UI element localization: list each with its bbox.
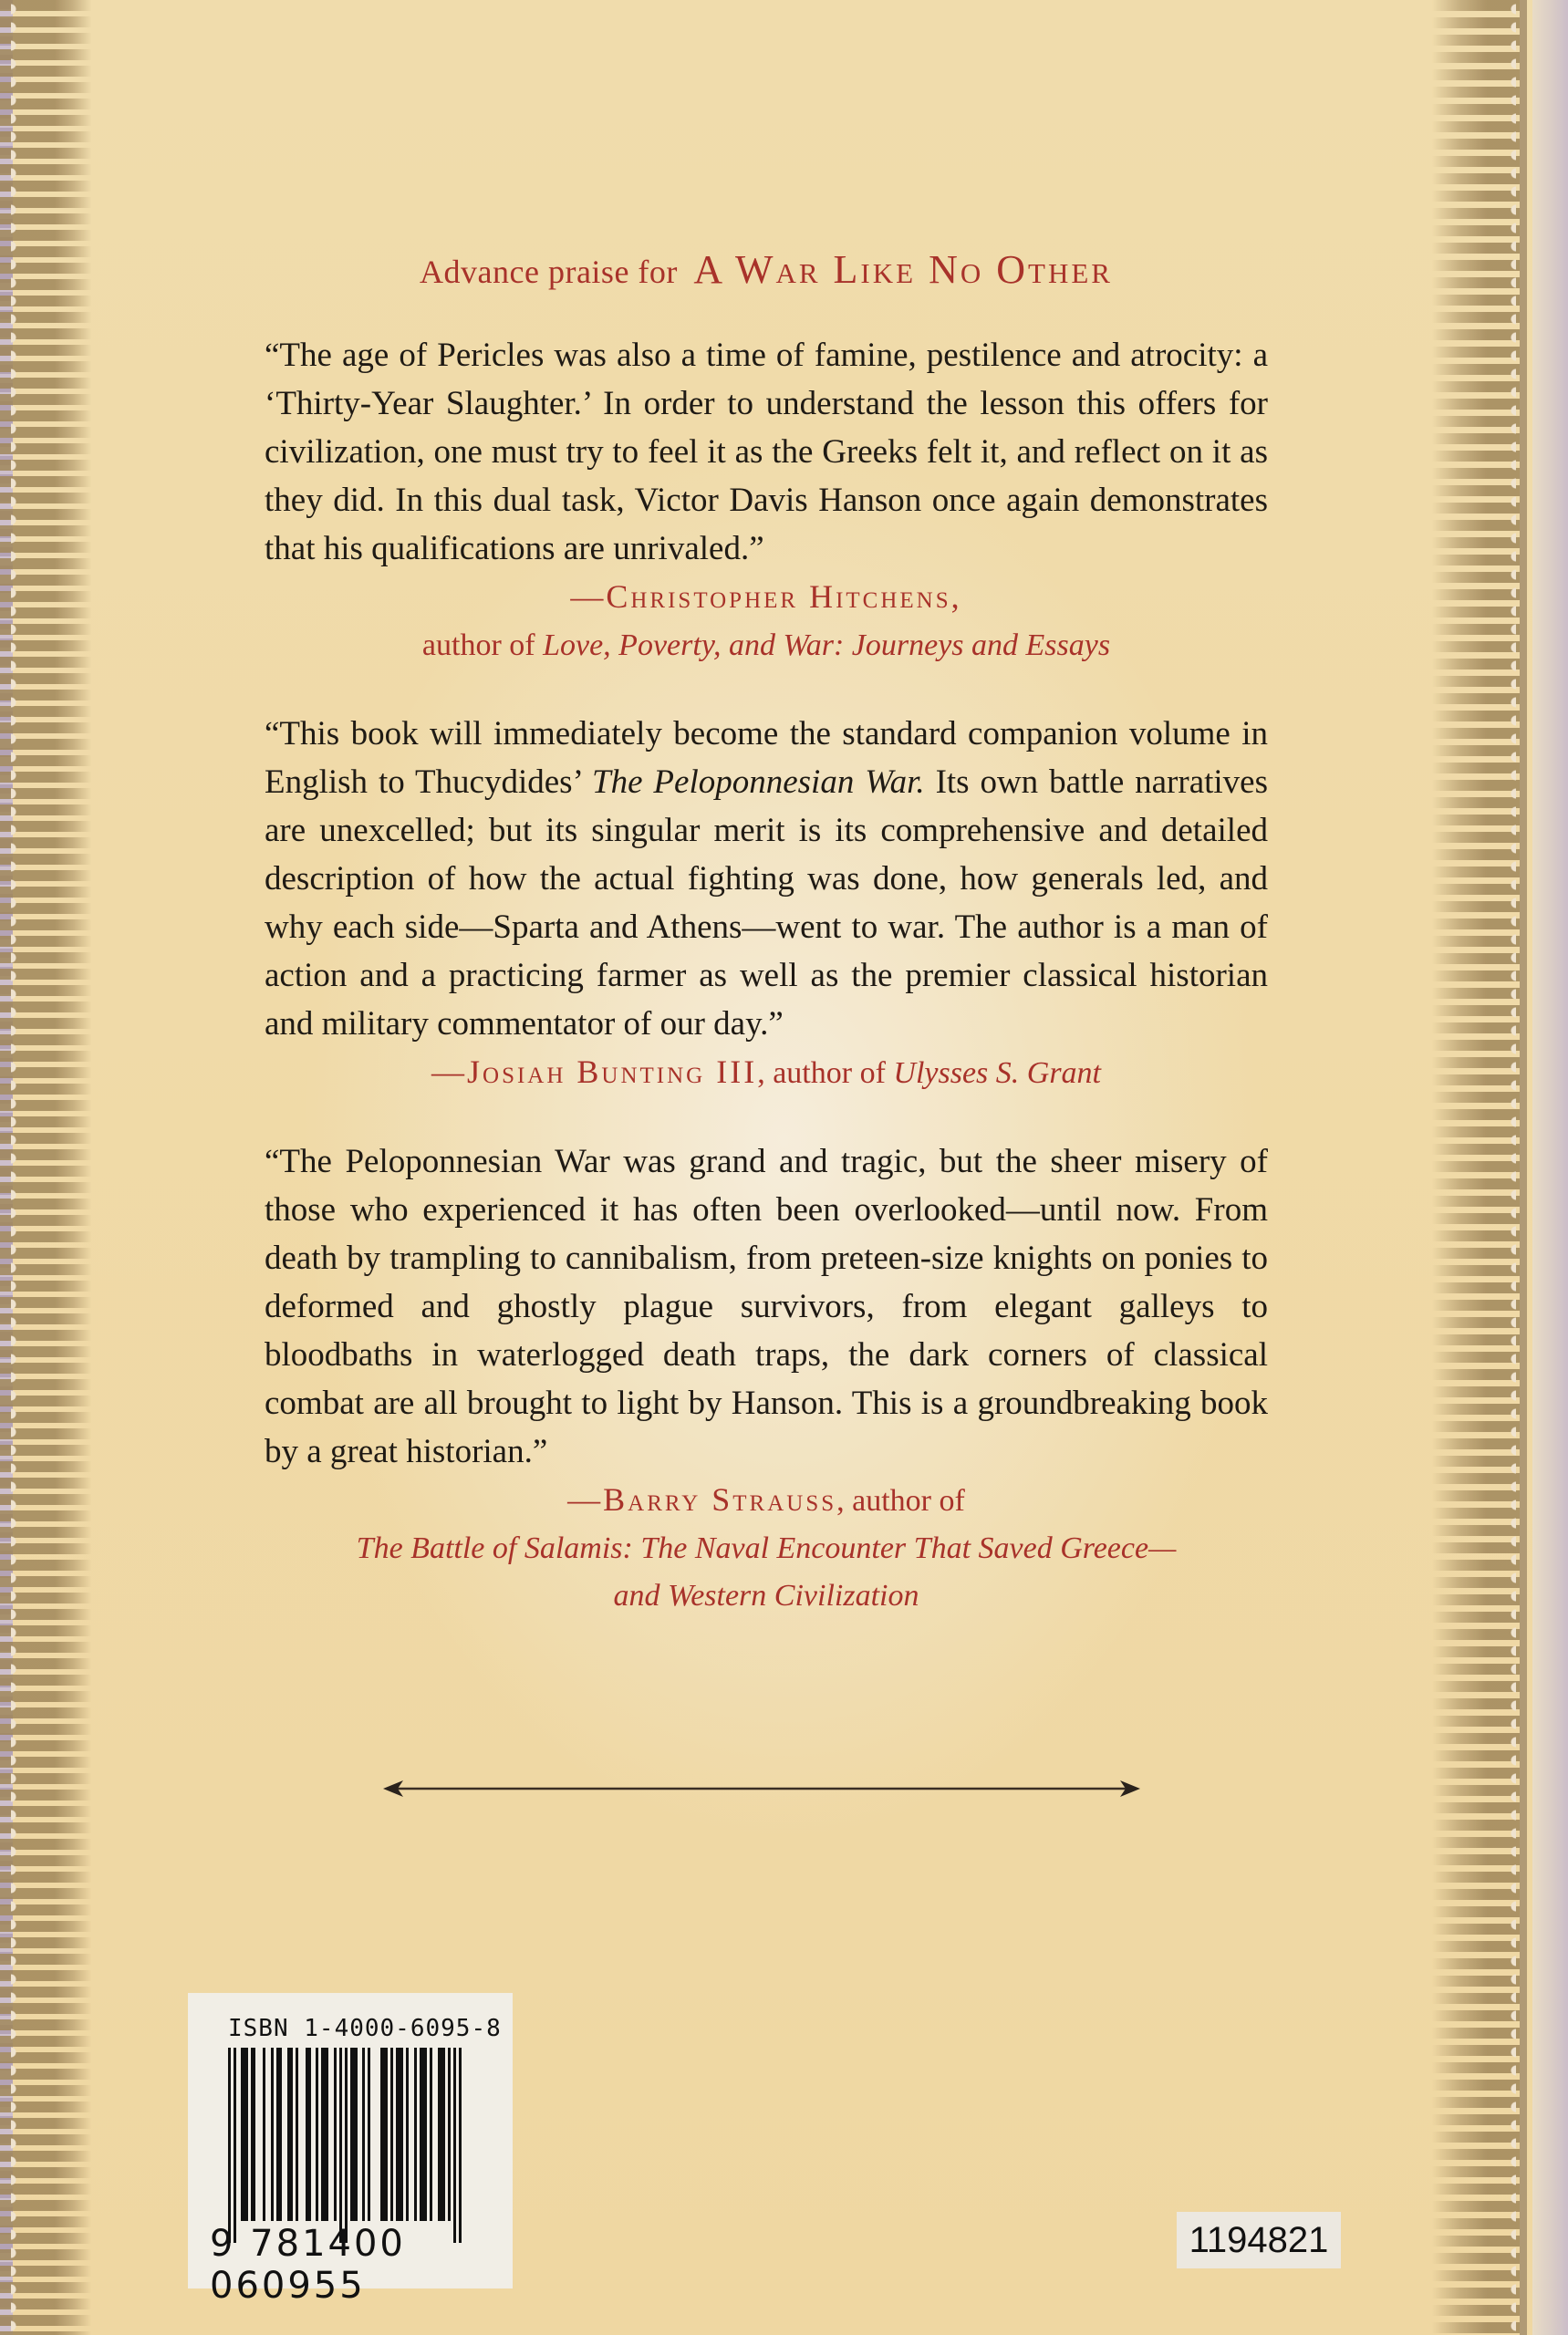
blurb-hitchens bbox=[265, 331, 1268, 669]
blurb-quote bbox=[265, 710, 1268, 1048]
author-work-title-line-1: The Battle of Salamis: The Naval Encounter That Saved Greece— bbox=[356, 1531, 1177, 1565]
author-name: —Barry Strauss bbox=[567, 1481, 837, 1518]
praise-heading-prefix: Advance praise for bbox=[420, 254, 678, 290]
barcode-icon bbox=[228, 2048, 476, 2221]
author-name: —Christopher Hitchens, bbox=[570, 578, 962, 615]
blurb-credit bbox=[265, 1572, 1268, 1620]
blurb-author bbox=[265, 1476, 1268, 1525]
credit-prefix: author of bbox=[421, 628, 535, 662]
author-name: —Josiah Bunting III bbox=[431, 1053, 758, 1090]
double-arrow-rule-icon bbox=[383, 1777, 1140, 1801]
author-work-title: Ulysses S. Grant bbox=[893, 1056, 1101, 1090]
blurb-author bbox=[265, 573, 1268, 622]
right-border-bar bbox=[1520, 0, 1527, 2335]
credit-prefix: , author of bbox=[757, 1056, 886, 1090]
praise-heading bbox=[265, 246, 1268, 293]
author-work-title-line-2: and Western Civilization bbox=[613, 1579, 919, 1613]
blurb-credit bbox=[265, 1525, 1268, 1572]
stock-number-sticker: 1194821 bbox=[1177, 2212, 1341, 2268]
spine-edge bbox=[1532, 0, 1568, 2335]
left-scallop-border bbox=[11, 0, 22, 2335]
right-scallop-border bbox=[1505, 0, 1516, 2335]
isbn-barcode-label bbox=[188, 1993, 513, 2307]
quote-part-1: “This book will immediately become the standard companion volume in English to Thucydides’ bbox=[265, 715, 1268, 801]
ean-barcode-digits: 9 781400 060955 bbox=[210, 2223, 406, 2307]
credit-prefix: , author of bbox=[836, 1484, 965, 1518]
praise-content bbox=[265, 246, 1268, 1660]
quote-italic-title: The Peloponnesian War. bbox=[592, 763, 925, 801]
blurb-credit bbox=[265, 622, 1268, 669]
blurb-author bbox=[265, 1048, 1268, 1097]
blurb-quote: “The age of Pericles was also a time of famine, pestilence and atrocity: a ‘Thirty-Year Slaughter.’ In order to understand the lesson this offers for civilization, one must try to feel it as the Greeks felt it, and reflect on it as they did. In this dual task, Victor Davis Hanson once again demonstrates that his qualifications are unrivaled.” bbox=[265, 337, 1268, 567]
blurb-quote: “The Peloponnesian War was grand and tragic, but the sheer misery of those who experienced it has often been overlooked—until now. From death by trampling to cannibalism, from preteen-size knights on ponies to deformed and ghostly plague survivors, from elegant galleys to bloodbaths in waterlogged death traps, the dark corners of classical combat are all brought to light by Hanson. This is a groundbreaking book by a great historian.” bbox=[265, 1143, 1268, 1470]
blurb-bunting bbox=[265, 710, 1268, 1097]
book-title: A War Like No Other bbox=[693, 247, 1113, 292]
author-work-title: Love, Poverty, and War: Journeys and Essays bbox=[543, 628, 1111, 662]
blurb-strauss bbox=[265, 1137, 1268, 1620]
quote-part-2: Its own battle narratives are unexcelled; but its singular merit is its comprehensive and detailed description of how the actual fighting was done, how generals led, and why each side—Sparta and Athens—went to war. The author is a man of action and a practicing farmer as well as the premier classical historian and military commentator of our day.” bbox=[265, 763, 1269, 1043]
isbn-number: ISBN 1-4000-6095-8 bbox=[228, 2015, 502, 2042]
